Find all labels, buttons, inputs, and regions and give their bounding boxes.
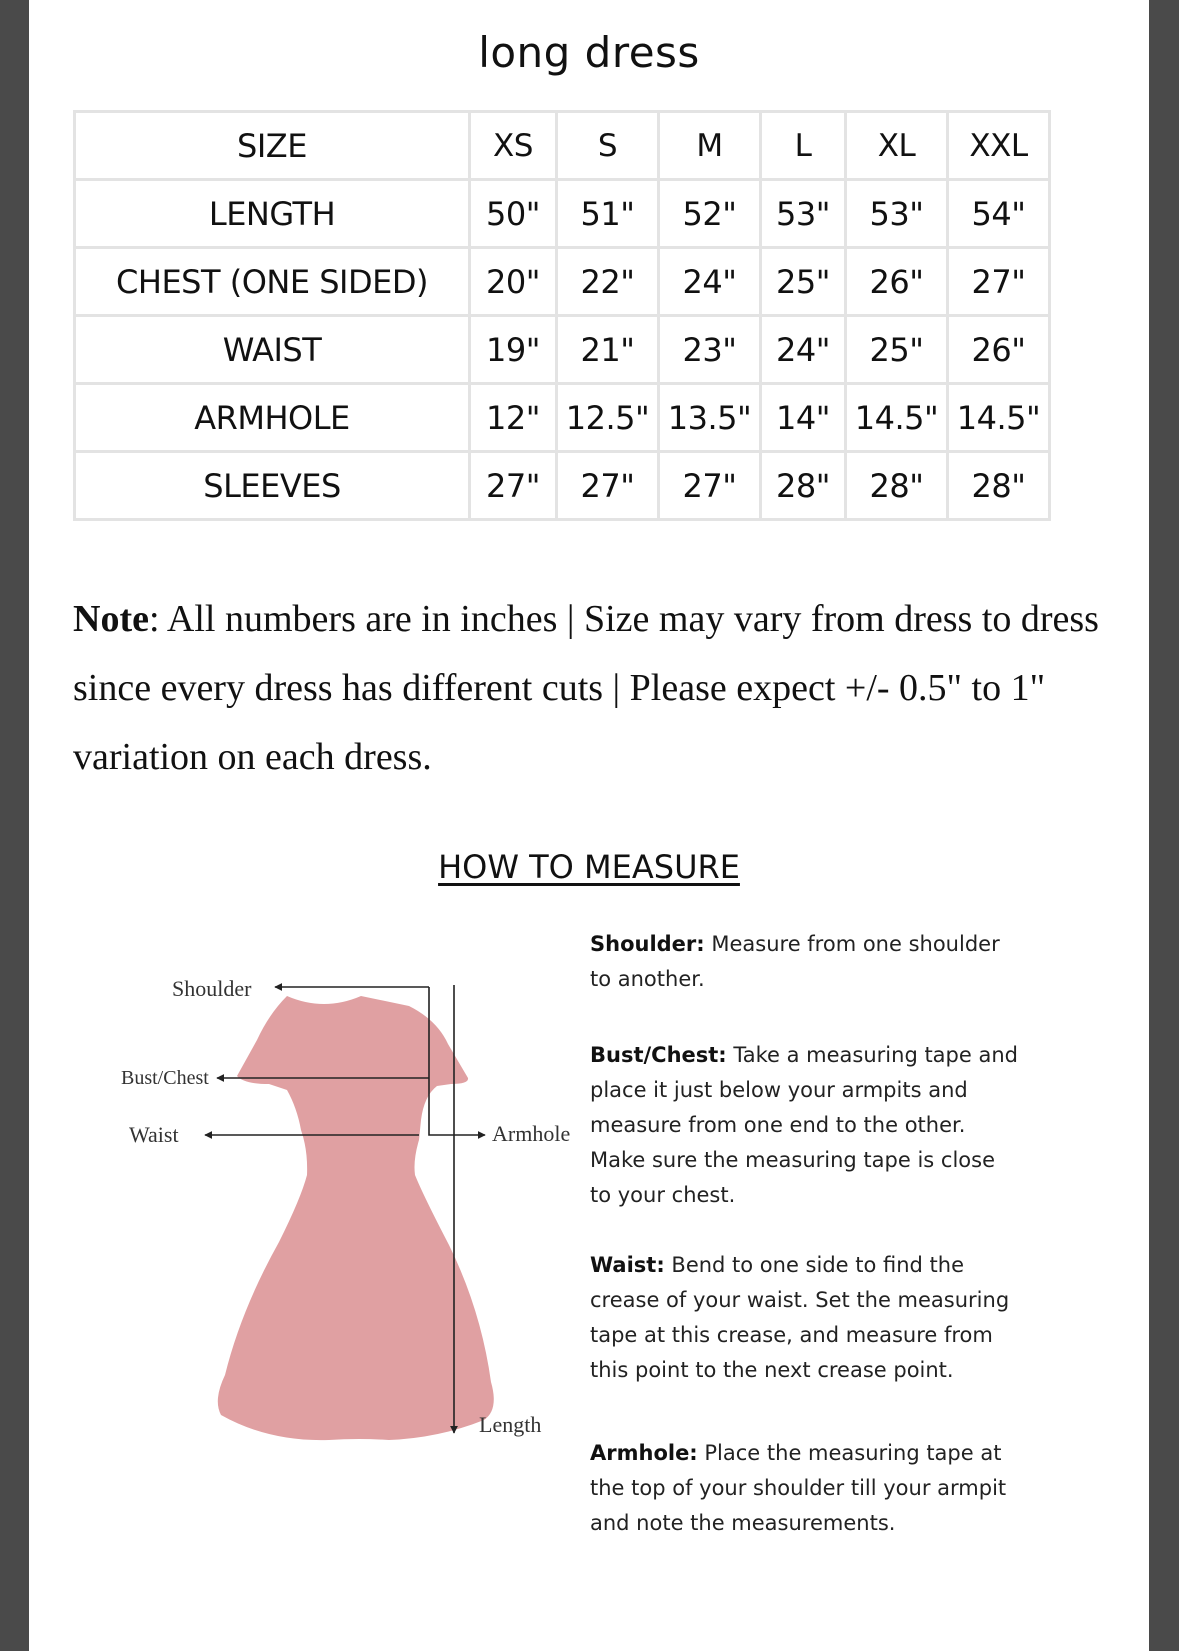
table-cell: 24": [659, 248, 761, 316]
row-label: CHEST (ONE SIDED): [75, 248, 470, 316]
dress-shape: [218, 996, 494, 1440]
table-cell: 28": [948, 452, 1050, 520]
instruction-bust: [590, 1038, 1020, 1213]
note-label: Note: [73, 598, 149, 640]
table-cell: 12.5": [557, 384, 659, 452]
table-cell: 25": [761, 248, 846, 316]
dress-diagram: [29, 980, 589, 1540]
armhole-label: Armhole: [492, 1121, 571, 1146]
note-text: : All numbers are in inches | Size may vary from dress to dress since every dress has different cuts | Please expect +/- 0.5" to 1" variation on each dress.: [73, 598, 1099, 778]
header-size: S: [557, 112, 659, 180]
header-size-label: SIZE: [75, 112, 470, 180]
length-label: Length: [479, 1412, 542, 1437]
table-cell: 51": [557, 180, 659, 248]
table-cell: 20": [470, 248, 557, 316]
table-cell: 21": [557, 316, 659, 384]
table-cell: 24": [761, 316, 846, 384]
size-table: [73, 110, 1051, 521]
table-cell: 28": [761, 452, 846, 520]
waist-label: Waist: [129, 1122, 179, 1147]
how-to-measure-heading: HOW TO MEASURE: [438, 848, 740, 886]
instruction-armhole: [590, 1436, 1020, 1541]
row-label: ARMHOLE: [75, 384, 470, 452]
instruction-term: Armhole:: [590, 1441, 698, 1465]
header-size: XS: [470, 112, 557, 180]
shoulder-label: Shoulder: [172, 980, 252, 1001]
table-cell: 19": [470, 316, 557, 384]
instruction-text: Take a measuring tape and place it just below your armpits and measure from one end to the other. Make sure the measuring tape is close to your chest.: [590, 1043, 1018, 1207]
table-cell: 54": [948, 180, 1050, 248]
size-chart-page: [29, 0, 1149, 1651]
table-cell: 26": [948, 316, 1050, 384]
row-label: WAIST: [75, 316, 470, 384]
instruction-term: Bust/Chest:: [590, 1043, 727, 1067]
table-cell: 14": [761, 384, 846, 452]
table-cell: 23": [659, 316, 761, 384]
instruction-term: Shoulder:: [590, 932, 705, 956]
table-cell: 52": [659, 180, 761, 248]
table-row: [75, 248, 1050, 316]
table-cell: 12": [470, 384, 557, 452]
table-cell: 27": [557, 452, 659, 520]
header-size: L: [761, 112, 846, 180]
table-cell: 14.5": [948, 384, 1050, 452]
table-cell: 27": [659, 452, 761, 520]
bust-label: Bust/Chest: [121, 1067, 209, 1089]
table-cell: 13.5": [659, 384, 761, 452]
table-cell: 26": [846, 248, 948, 316]
instruction-waist: [590, 1248, 1020, 1388]
instruction-term: Waist:: [590, 1253, 665, 1277]
header-size: XL: [846, 112, 948, 180]
table-cell: 22": [557, 248, 659, 316]
table-cell: 50": [470, 180, 557, 248]
row-label: LENGTH: [75, 180, 470, 248]
instruction-text: Measure from one shoulder to another.: [590, 932, 1000, 991]
table-row: [75, 316, 1050, 384]
header-size: M: [659, 112, 761, 180]
header-size: XXL: [948, 112, 1050, 180]
instruction-shoulder: [590, 927, 1020, 997]
table-row: [75, 180, 1050, 248]
table-row: [75, 384, 1050, 452]
table-cell: 28": [846, 452, 948, 520]
table-header-row: [75, 112, 1050, 180]
instruction-text: Place the measuring tape at the top of your shoulder till your armpit and note the measurements.: [590, 1441, 1007, 1535]
table-cell: 25": [846, 316, 948, 384]
table-cell: 27": [470, 452, 557, 520]
row-label: SLEEVES: [75, 452, 470, 520]
table-cell: 53": [761, 180, 846, 248]
table-row: [75, 452, 1050, 520]
instruction-text: Bend to one side to find the crease of your waist. Set the measuring tape at this crease, and measure from this point to the next crease point.: [590, 1253, 1010, 1382]
page-title: long dress: [478, 28, 700, 77]
table-cell: 53": [846, 180, 948, 248]
note-paragraph: [73, 585, 1113, 792]
table-cell: 27": [948, 248, 1050, 316]
table-cell: 14.5": [846, 384, 948, 452]
